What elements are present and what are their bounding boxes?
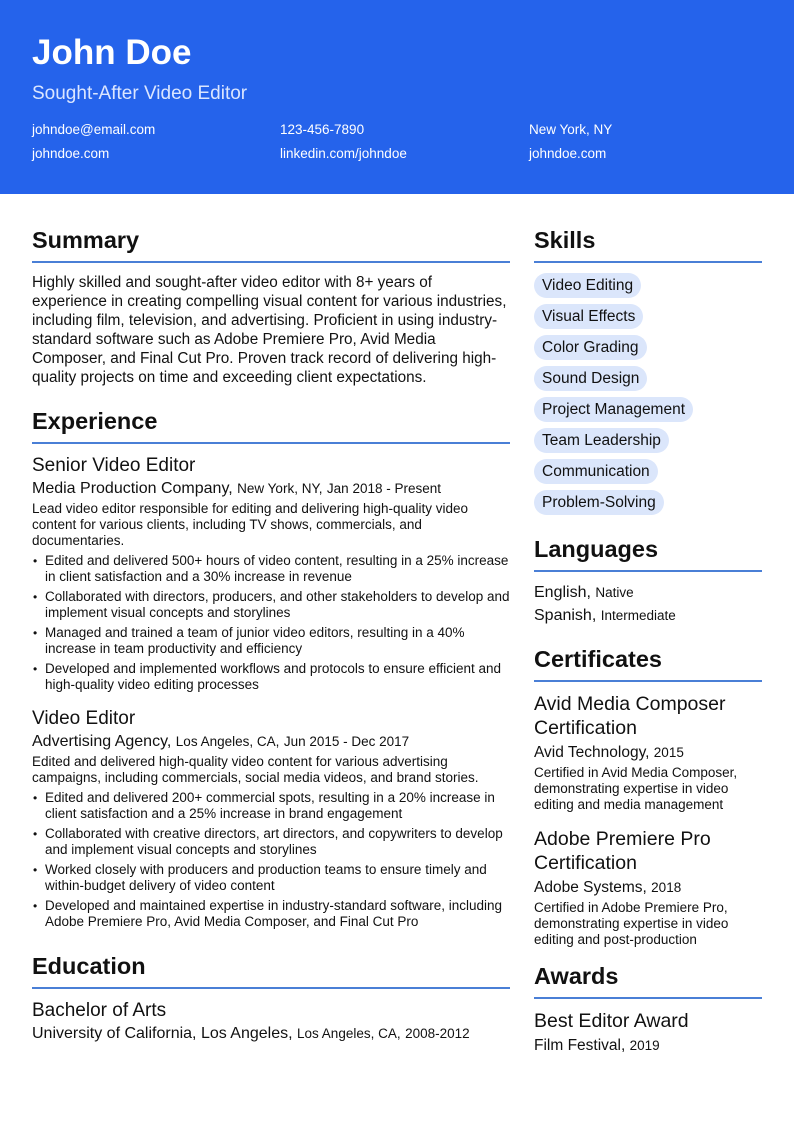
job-bullet: • Edited and delivered 500+ hours of video content, resulting in a 25% increase in client satisfaction and a 30% increase in revenue [32,553,510,585]
school-name: University of California, Los Angeles, [32,1025,293,1042]
language-name: Spanish, [534,607,597,624]
certificate-issuer: Adobe Systems, [534,879,647,896]
languages-heading: Languages [534,535,762,572]
skill-chip: Visual Effects [534,304,643,329]
job-entry [32,454,510,693]
location-text: New York, NY [529,122,613,137]
skill-chip: Problem-Solving [534,490,664,515]
certificates-heading: Certificates [534,645,762,682]
job-meta [32,478,510,499]
job-company: Advertising Agency, [32,733,172,750]
job-dates: Jun 2015 - Dec 2017 [283,734,410,749]
job-dates: Jan 2018 - Present [326,481,441,496]
job-location: New York, NY, [237,481,323,496]
certificate-meta [534,742,762,763]
job-bullet: • Collaborated with creative directors, art directors, and copywriters to develop and implement visual concepts and storylines [32,826,510,858]
certificate-issuer: Avid Technology, [534,744,650,761]
job-bullet: • Managed and trained a team of junior video editors, resulting in a 40% increase in team productivity and efficiency [32,625,510,657]
summary-heading: Summary [32,226,510,263]
candidate-headline: Sought-After Video Editor [32,83,248,104]
language-item [534,605,762,627]
skill-chip: Communication [534,459,658,484]
award-entry [534,1009,762,1056]
job-bullet: • Edited and delivered 200+ commercial spots, resulting in a 20% increase in client satisfaction and a 25% increase in brand engagement [32,790,510,822]
award-title: Best Editor Award [534,1010,689,1032]
job-bullets [32,790,510,930]
job-location: Los Angeles, CA, [175,734,280,749]
job-bullet: • Worked closely with producers and production teams to ensure timely and within-budget delivery of video content [32,862,510,894]
certificate-title: Avid Media Composer Certification [534,693,726,739]
award-year: 2019 [629,1038,660,1053]
certificate-meta [534,877,762,898]
linkedin-link[interactable]: linkedin.com/johndoe [280,146,407,161]
language-name: English, [534,584,591,601]
education-heading: Education [32,952,510,989]
main-column [32,226,510,1044]
skills-heading: Skills [534,226,762,263]
email-link[interactable]: johndoe@email.com [32,122,156,137]
education-meta [32,1023,510,1044]
job-bullets [32,553,510,693]
certificate-title: Adobe Premiere Pro Certification [534,828,711,874]
resume-header [0,0,794,194]
skill-chip: Video Editing [534,273,641,298]
award-issuer: Film Festival, [534,1037,626,1054]
job-meta [32,731,510,752]
award-meta [534,1035,762,1056]
experience-heading: Experience [32,407,510,444]
degree-title: Bachelor of Arts [32,1000,167,1021]
certificate-description: Certified in Avid Media Composer, demonstrating expertise in video editing and media management [534,765,738,812]
job-bullet: • Developed and maintained expertise in industry-standard software, including Adobe Premiere Pro, Avid Media Composer, and Final Cut Pro [32,898,510,930]
language-item [534,582,762,604]
phone-number[interactable]: 123-456-7890 [280,122,365,137]
job-title: Senior Video Editor [32,455,196,476]
certificate-description: Certified in Adobe Premiere Pro, demonstrating expertise in video editing and post-production [534,900,729,947]
certificate-entry [534,827,762,948]
candidate-name: John Doe [32,33,192,72]
skill-chip: Sound Design [534,366,647,391]
certificate-year: 2015 [653,745,684,760]
job-bullet: • Developed and implemented workflows and protocols to ensure efficient and high-quality video editing processes [32,661,510,693]
job-description: Edited and delivered high-quality video content for various advertising campaigns, including commercials, social media videos, and brand stories. [32,754,479,785]
certificate-year: 2018 [651,880,682,895]
language-level: Native [595,585,634,600]
certificate-entry [534,692,762,813]
job-bullet: • Collaborated with directors, producers, and other stakeholders to develop and implement visual concepts and storylines [32,589,510,621]
education-dates: 2008-2012 [405,1026,470,1041]
website-link[interactable]: johndoe.com [32,146,110,161]
job-description: Lead video editor responsible for editing and delivering high-quality video content for various clients, including TV shows, commercials, and documentaries. [32,501,469,548]
job-company: Media Production Company, [32,480,233,497]
job-entry [32,707,510,930]
skill-chip: Team Leadership [534,428,669,453]
summary-text: Highly skilled and sought-after video editor with 8+ years of experience in creating compelling visual content for various industries, including film, television, and advertising. Proficient in using industry-standard software such as Adobe Premiere Pro, Avid Media Composer, and Final Cut Pro. Proven track record of delivering high-quality projects on time and exceeding client expectations. [32,274,507,386]
school-location: Los Angeles, CA, [297,1026,401,1041]
awards-heading: Awards [534,962,762,999]
skill-chip: Project Management [534,397,693,422]
language-level: Intermediate [600,608,676,623]
job-title: Video Editor [32,708,136,729]
skills-list [534,273,762,521]
side-column [534,226,762,1056]
skill-chip: Color Grading [534,335,647,360]
website-link-secondary[interactable]: johndoe.com [529,146,607,161]
